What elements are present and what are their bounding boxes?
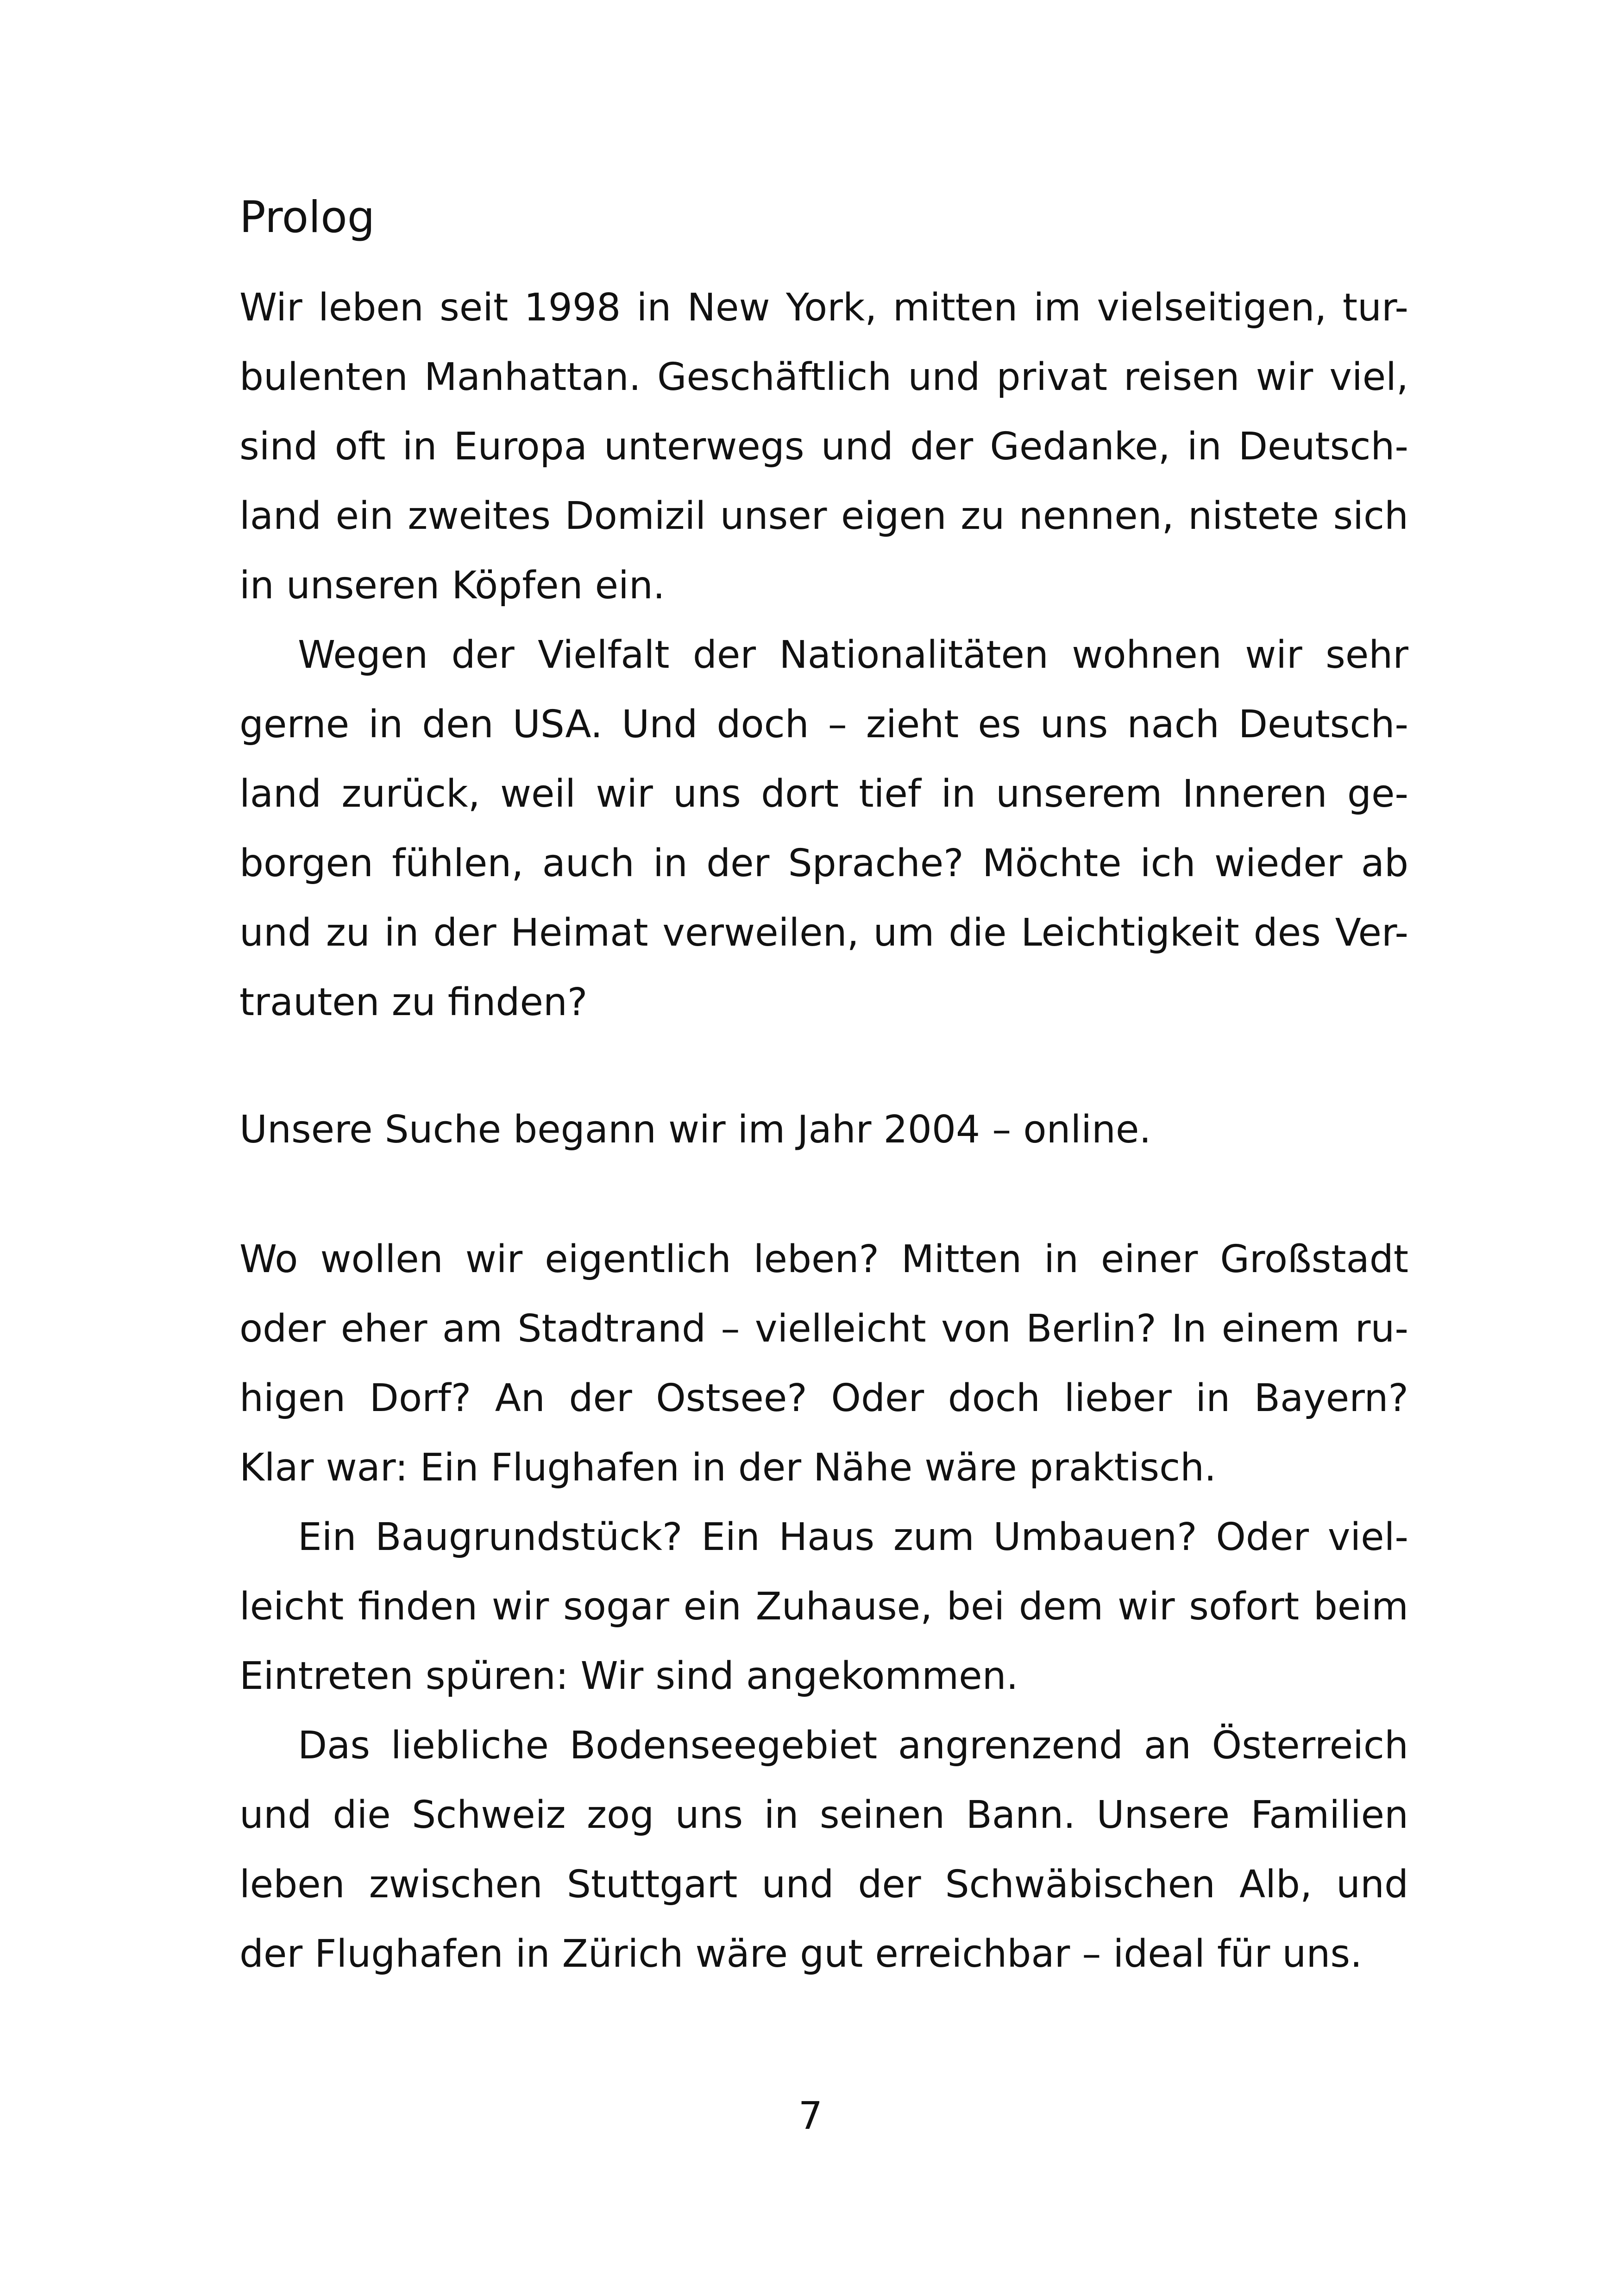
text-block-search (239, 1225, 1408, 1989)
text-line: Das liebliche Bodenseegebiet angrenzend an Österreich (298, 1724, 1408, 1768)
text-line: borgen fühlen, auch in der Sprache? Möchte ich wieder ab (239, 841, 1408, 885)
text-line: bulenten Manhattan. Geschäftlich und privat reisen wir viel, (239, 355, 1408, 399)
text-line: in unseren Köpfen ein. (239, 564, 665, 608)
text-line: Wo wollen wir eigentlich leben? Mitten in einer Großstadt (239, 1237, 1408, 1281)
text-line: leicht finden wir sogar ein Zuhause, bei dem wir sofort beim (239, 1585, 1408, 1629)
text-line: leben zwischen Stuttgart und der Schwäbischen Alb, und (239, 1863, 1408, 1907)
text-line: und die Schweiz zog uns in seinen Bann. Unsere Familien (239, 1793, 1408, 1837)
text-line: Eintreten spüren: Wir sind angekommen. (239, 1654, 1018, 1698)
text-line: land ein zweites Domizil unser eigen zu nennen, nistete sich (239, 494, 1408, 538)
standalone-paragraph (239, 1095, 1408, 1165)
text-line: und zu in der Heimat verweilen, um die Leichtigkeit des Ver- (239, 911, 1408, 955)
text-line: oder eher am Stadtrand – vielleicht von Berlin? In einem ru- (239, 1307, 1408, 1351)
chapter-heading: Prolog (239, 192, 375, 243)
text-line: Ein Baugrundstück? Ein Haus zum Umbauen? Oder viel- (298, 1515, 1408, 1559)
text-line: Wegen der Vielfalt der Nationalitäten wohnen wir sehr (298, 633, 1408, 677)
text-line: sind oft in Europa unterwegs und der Gedanke, in Deutsch- (239, 425, 1408, 469)
text-line: der Flughafen in Zürich wäre gut erreichbar – ideal für uns. (239, 1932, 1363, 1976)
text-block-intro (239, 273, 1408, 1037)
text-line: land zurück, weil wir uns dort tief in unserem Inneren ge- (239, 772, 1408, 816)
text-line: Unsere Suche begann wir im Jahr 2004 – online. (239, 1108, 1151, 1152)
page-number: 7 (798, 2094, 823, 2138)
text-line: gerne in den USA. Und doch – zieht es uns nach Deutsch- (239, 703, 1408, 747)
text-line: Klar war: Ein Flughafen in der Nähe wäre praktisch. (239, 1446, 1217, 1490)
text-line: trauten zu finden? (239, 980, 588, 1024)
text-line: Wir leben seit 1998 in New York, mitten im vielseitigen, tur- (239, 286, 1408, 330)
text-line: higen Dorf? An der Ostsee? Oder doch lieber in Bayern? (239, 1376, 1408, 1420)
